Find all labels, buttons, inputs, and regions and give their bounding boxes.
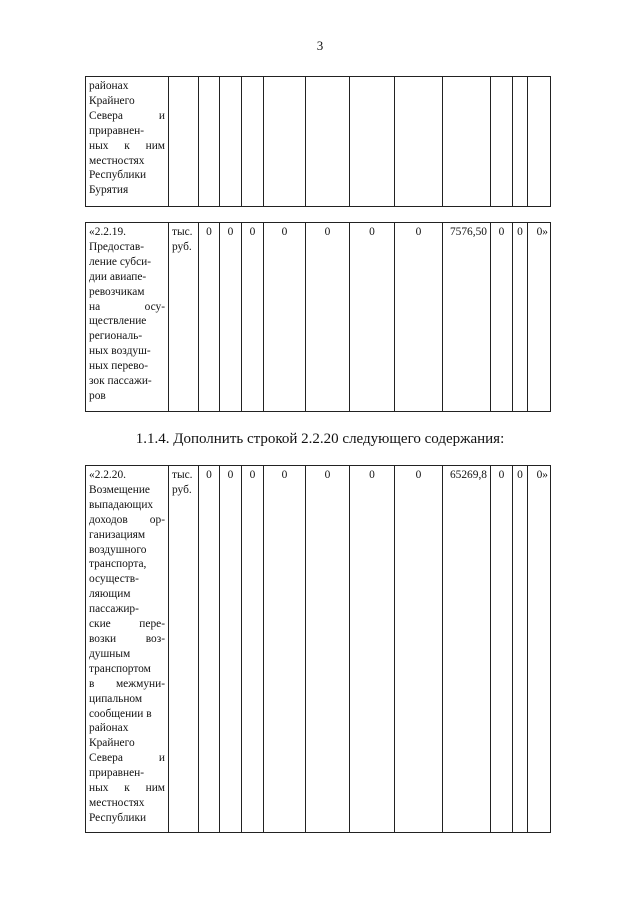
value-cell: 0 <box>491 223 513 412</box>
row-description: районах Крайнего Севера и приравнен- ных к ним местностях Республики Бурятия <box>86 77 169 207</box>
page-number: 3 <box>316 38 324 53</box>
value-cell: 7576,50 <box>443 223 491 412</box>
table-row-2-2-19 <box>85 222 551 412</box>
table-row-2-2-20 <box>85 465 551 833</box>
value-cell: 0 <box>242 466 264 833</box>
value-cell: 65269,8 <box>443 466 491 833</box>
table-row <box>86 77 551 207</box>
value-cell: 0 <box>513 223 528 412</box>
table-cell <box>220 77 242 207</box>
table-fragment-top <box>85 76 551 207</box>
table-cell <box>169 77 199 207</box>
amendment-heading: 1.1.4. Дополнить строкой 2.2.20 следующего содержания: <box>135 431 505 447</box>
value-cell: 0 <box>306 223 350 412</box>
value-cell: 0 <box>199 466 220 833</box>
value-cell: 0 <box>395 223 443 412</box>
table-cell <box>528 77 551 207</box>
value-cell: 0 <box>306 466 350 833</box>
table-cell <box>306 77 350 207</box>
table-cell <box>350 77 395 207</box>
table-cell <box>443 77 491 207</box>
table-cell <box>491 77 513 207</box>
unit-cell: тыс. руб. <box>169 223 199 412</box>
table-cell <box>242 77 264 207</box>
unit-cell: тыс. руб. <box>169 466 199 833</box>
value-cell: 0 <box>242 223 264 412</box>
value-cell: 0» <box>528 466 551 833</box>
value-cell: 0 <box>395 466 443 833</box>
value-cell: 0 <box>264 466 306 833</box>
value-cell: 0 <box>220 466 242 833</box>
value-cell: 0 <box>491 466 513 833</box>
table-row <box>86 223 551 412</box>
value-cell: 0 <box>513 466 528 833</box>
value-cell: 0 <box>220 223 242 412</box>
value-cell: 0 <box>350 466 395 833</box>
table-cell <box>199 77 220 207</box>
value-cell: 0 <box>350 223 395 412</box>
value-cell: 0» <box>528 223 551 412</box>
value-cell: 0 <box>199 223 220 412</box>
row-description: «2.2.19. Предостав- ление субси- дии авиапе- ревозчикам на осу- ществление региональ- ных воздуш- ных перево- зок пассажи- ров <box>86 223 169 412</box>
table-cell <box>395 77 443 207</box>
value-cell: 0 <box>264 223 306 412</box>
table-row <box>86 466 551 833</box>
table-cell <box>513 77 528 207</box>
table-cell <box>264 77 306 207</box>
row-description: «2.2.20. Возмещение выпадающих доходов ор- ганизациям воздушного транспорта, осуществ- ляющим пассажир- ские пере- возки воз- душным транспортом в межмуни- ципальном сообщении в районах Крайнего Севера и приравнен- ных к ним местностях Республики <box>86 466 169 833</box>
